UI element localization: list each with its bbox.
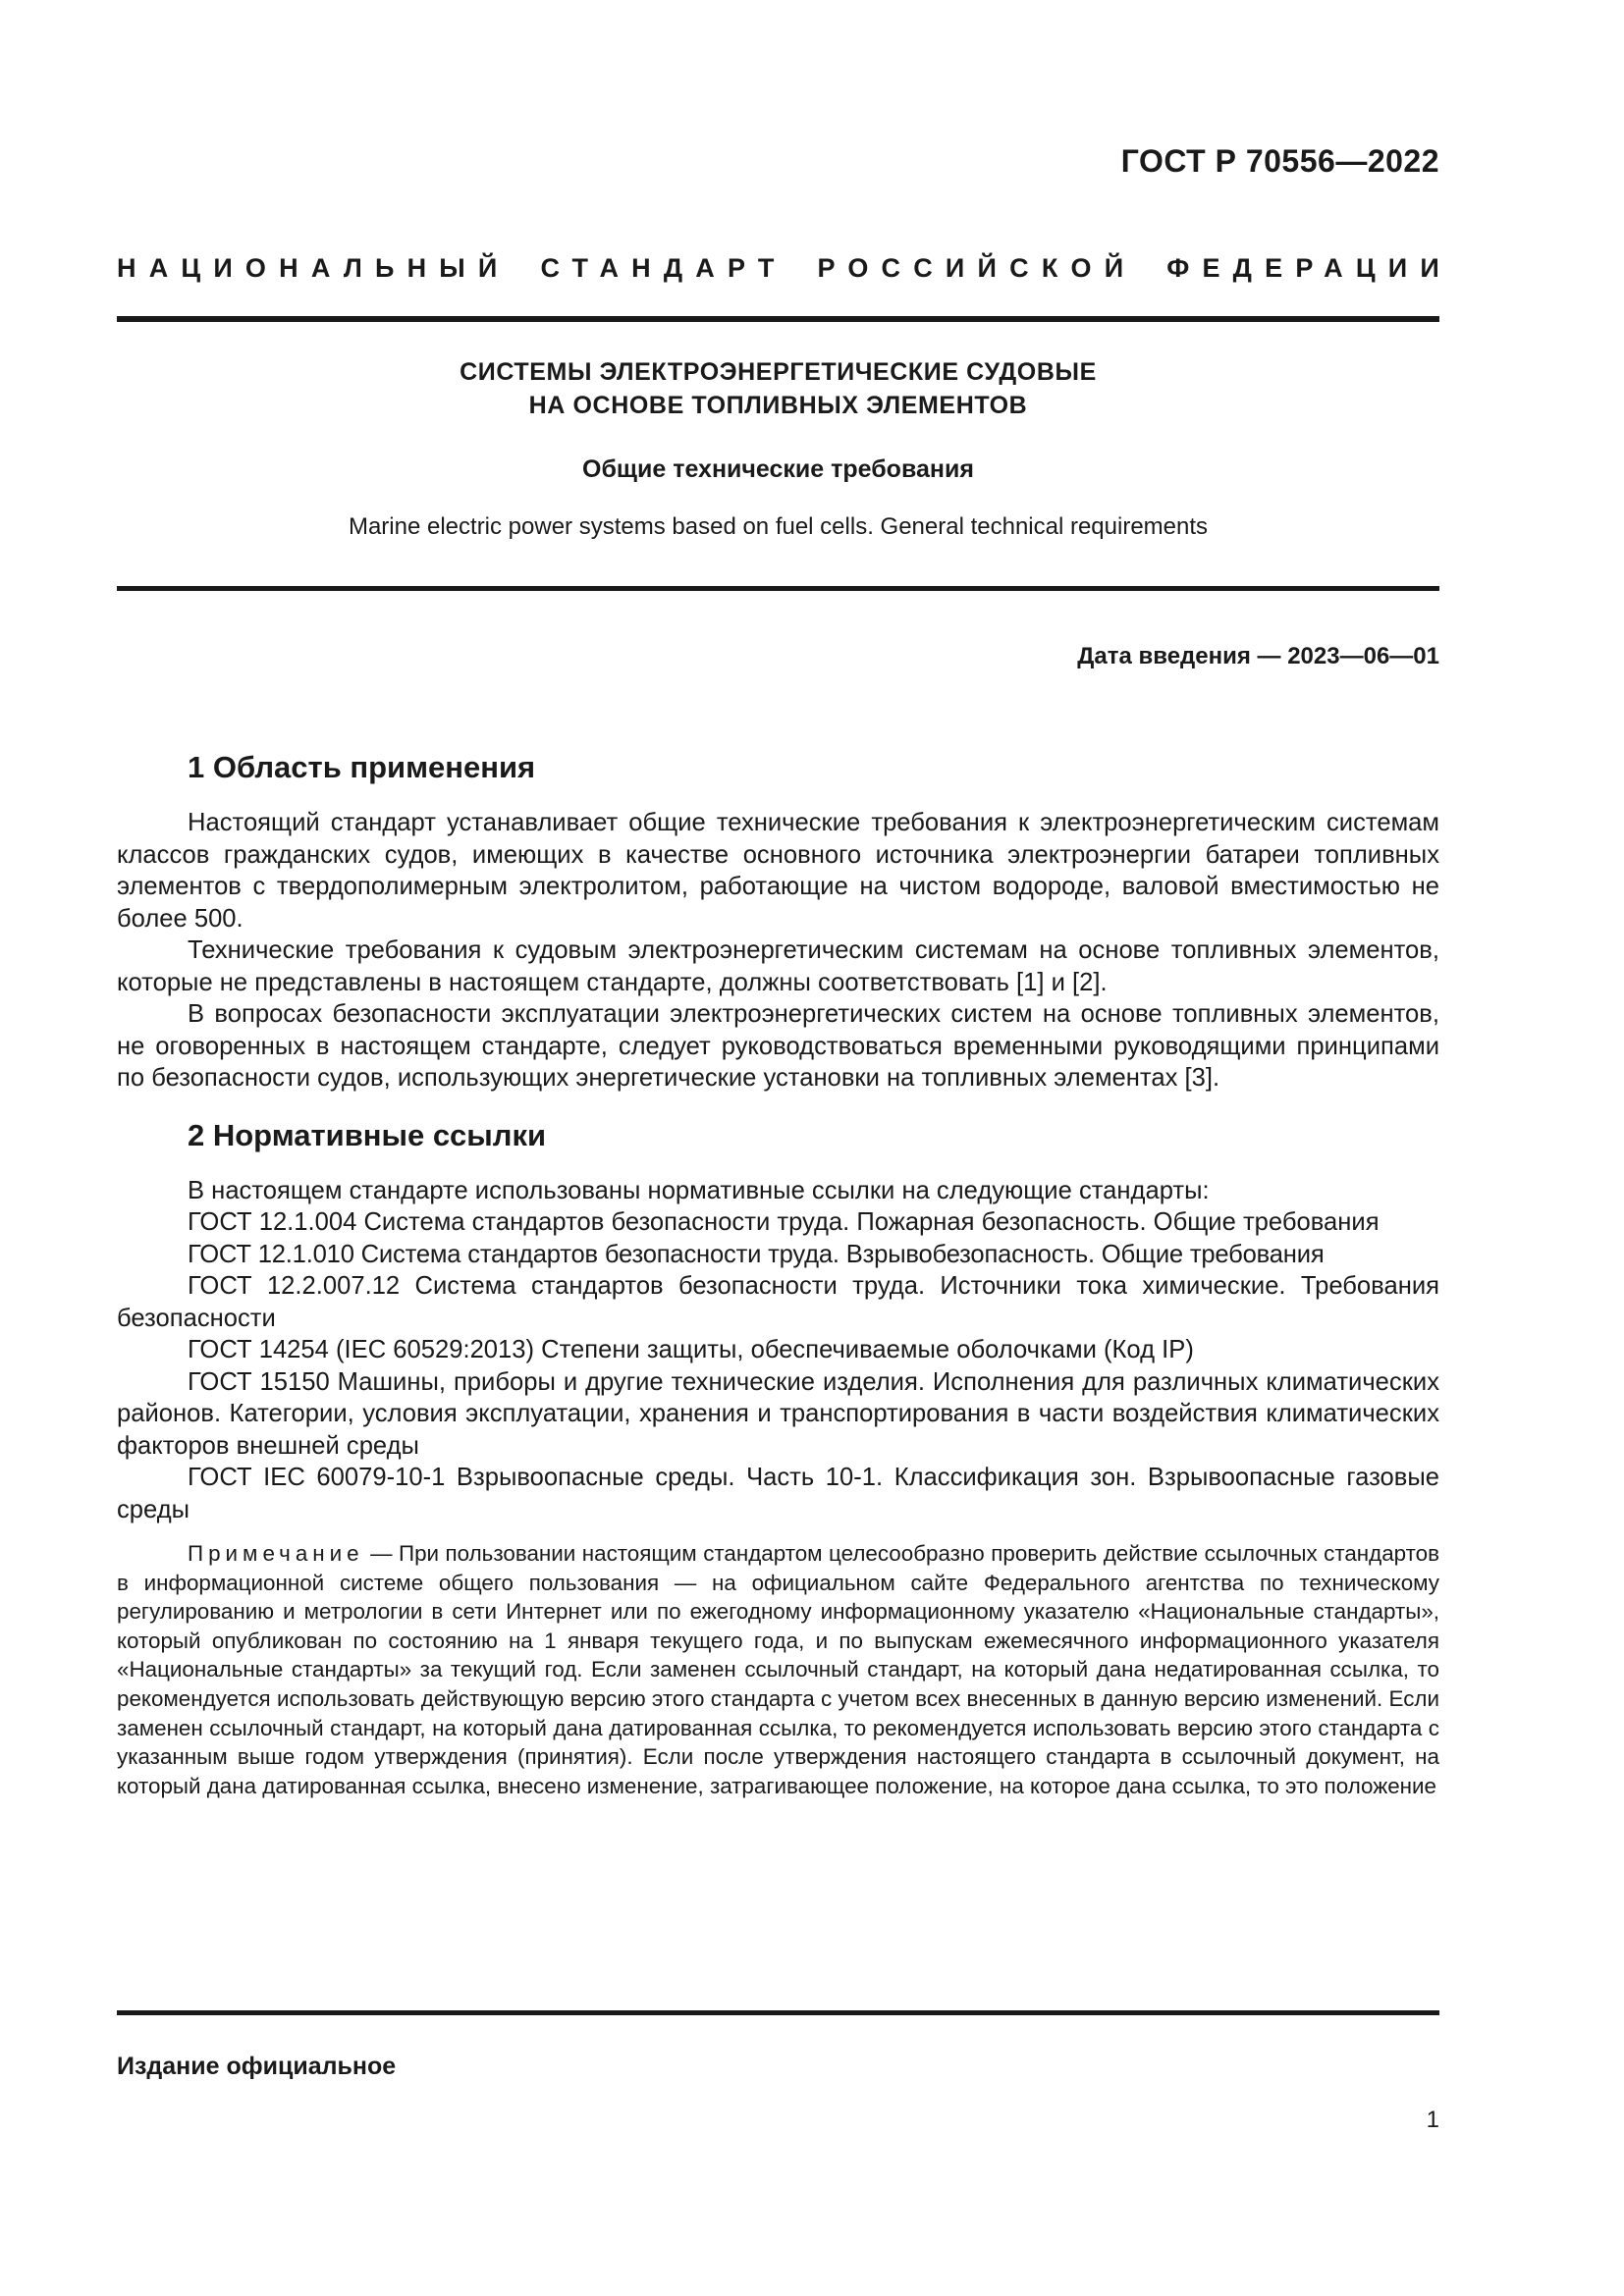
edition-label: Издание официальное [117,2053,397,2080]
paragraph: В настоящем стандарте использованы нормативные ссылки на следующие стандарты: [188,1176,1210,1204]
document-subtitle: Общие технические требования [582,455,974,483]
document-code: ГОСТ Р 70556—2022 [1120,143,1439,179]
reference-item: ГОСТ 12.1.004 Система стандартов безопасности труда. Пожарная безопасность. Общие требования [188,1208,1380,1236]
reference-item: ГОСТ IEC 60079-10-1 Взрывоопасные среды. Часть 10-1. Классификация зон. Взрывоопасные газовые среды [117,1464,1439,1523]
section-body [117,807,1439,1095]
page-number: 1 [1426,2107,1439,2133]
title-divider [117,586,1439,591]
paragraph: В вопросах безопасности эксплуатации электроэнергетических систем на основе топливных элементов, не оговоренных в настоящем стандарте, следует руководствоваться временными руководящими принципами по безопасности судов, использующих энергетические установки на топливных элементах [3]. [117,1000,1439,1092]
document-body [117,748,1439,1823]
note [117,1539,1439,1800]
section-body [117,1175,1439,1801]
reference-item: ГОСТ 12.1.010 Система стандартов безопасности труда. Взрывобезопасность. Общие требования [188,1240,1325,1268]
reference-item: ГОСТ 12.2.007.12 Система стандартов безопасности труда. Источники тока химические. Требования безопасности [117,1272,1439,1332]
note-label: Примечание [188,1541,364,1566]
header-divider [117,316,1439,322]
national-standard-banner: НАЦИОНАЛЬНЫЙ СТАНДАРТ РОССИЙСКОЙ ФЕДЕРАЦИИ [117,253,1452,283]
paragraph: Технические требования к судовым электроэнергетическим системам на основе топливных элементов, которые не представлены в настоящем стандарте, должны соответствовать [1] и [2]. [117,936,1439,996]
section-heading: 1 Область применения [188,750,536,784]
title-line-2: НА ОСНОВЕ ТОПЛИВНЫХ ЭЛЕМЕНТОВ [528,392,1028,419]
reference-item: ГОСТ 14254 (IEC 60529:2013) Степени защиты, обеспечиваемые оболочками (Код IP) [188,1336,1194,1363]
paragraph: Настоящий стандарт устанавливает общие технические требования к электроэнергетическим системам классов гражданских судов, имеющих в качестве основного источника электроэнергии батареи топливных элементов с твердополимерным электролитом, работающие на чистом водороде, валовой вместимостью не более 500. [117,809,1439,933]
section-normative-references [117,1116,1439,1801]
title-block [117,355,1439,541]
english-title: Marine electric power systems based on fuel cells. General technical requirements [348,513,1209,540]
title-line-1: СИСТЕМЫ ЭЛЕКТРОЭНЕРГЕТИЧЕСКИЕ СУДОВЫЕ [460,358,1097,386]
reference-item: ГОСТ 15150 Машины, приборы и другие технические изделия. Исполнения для различных климатических районов. Категории, условия эксплуатации, хранения и транспортирования в части воздействия климатических факторов внешней среды [117,1367,1439,1460]
document-page [117,0,1452,2296]
introduction-date: Дата введения — 2023—06—01 [1077,643,1439,669]
section-heading: 2 Нормативные ссылки [188,1117,547,1152]
note-text: — При пользовании настоящим стандартом целесообразно проверить действие ссылочных стандартов в информационной системе общего пользования — на официальном сайте Федерального агентства по техническому регулированию и метрологии в сети Интернет или по ежегодному информационному указателю «Национальные стандарты», который опубликован по состоянию на 1 января текущего года, и по выпускам ежемесячного информационного указателя «Национальные стандарты» за текущий год. Если заменен ссылочный стандарт, на который дана недатированная ссылка, то рекомендуется использовать действующую версию этого стандарта с учетом всех внесенных в данную версию изменений. Если заменен ссылочный стандарт, на который дана датированная ссылка, то рекомендуется использовать версию этого стандарта с указанным выше годом утверждения (принятия). Если после утверждения настоящего стандарта в ссылочный документ, на который дана датированная ссылка, внесено изменение, затрагивающее положение, на которое дана ссылка, то это положение [117,1541,1439,1798]
document-title [117,355,1439,422]
section-scope [117,748,1439,1095]
footer-divider [117,2010,1439,2015]
